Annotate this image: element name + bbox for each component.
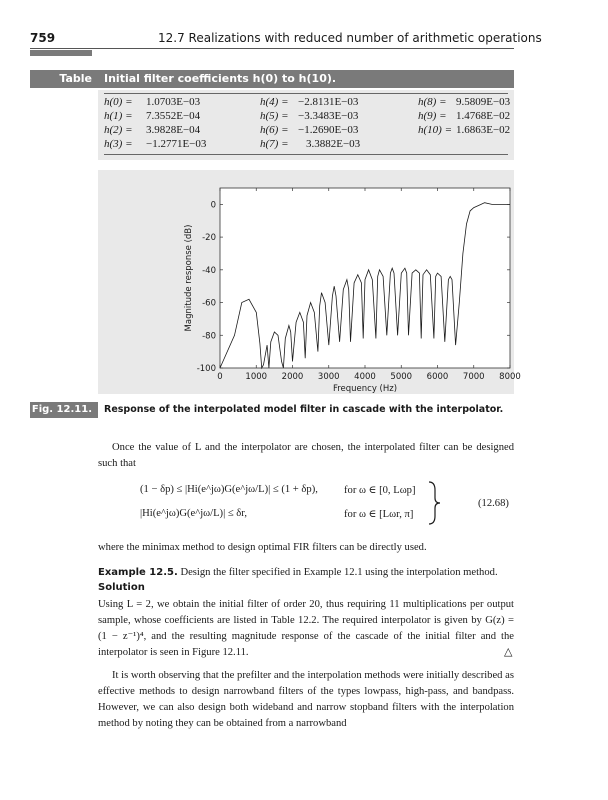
table-tag: Table 12.2. — [30, 70, 98, 88]
paragraph-intro: Once the value of L and the interpolator are chosen, the interpolated filter can be designed such that — [98, 442, 514, 469]
example-text: Design the filter specified in Example 12.1 using the interpolation method. — [180, 567, 498, 578]
table-label: h(4) = — [260, 96, 289, 108]
table-label: h(10) = — [418, 124, 452, 136]
equation-stopband-condition: for ω ∈ [Lωr, π] — [344, 509, 414, 520]
table-label: h(1) = — [104, 110, 133, 122]
equation-brace — [426, 480, 442, 526]
coefficient-table — [98, 90, 514, 160]
x-tick-label: 7000 — [462, 372, 485, 382]
paragraph-minimax: where the minimax method to design optimal FIR filters can be directly used. — [98, 542, 427, 553]
table-label: h(9) = — [418, 110, 447, 122]
table-value: −2.8131E−03 — [298, 96, 359, 108]
equation-passband: (1 − δp) ≤ |Hi(e^jω)G(e^jω/L)| ≤ (1 + δp), — [140, 484, 318, 495]
table-label: h(8) = — [418, 96, 447, 108]
example-block — [98, 565, 514, 581]
table-value: 1.0703E−03 — [146, 96, 201, 108]
header-rule — [30, 48, 514, 49]
x-tick-label: 3000 — [317, 372, 340, 382]
table-value: −1.2690E−03 — [298, 124, 359, 136]
figure-panel — [98, 170, 521, 394]
table-value: 9.5809E−03 — [456, 96, 511, 108]
plot-area — [220, 188, 510, 368]
table-bottom-rule — [104, 154, 508, 155]
table-value: 3.9828E−04 — [146, 124, 201, 136]
table-label: h(3) = — [104, 138, 133, 150]
y-tick-label: 0 — [210, 200, 216, 211]
x-tick-label: 5000 — [390, 372, 413, 382]
table-value: −1.2771E−03 — [146, 138, 207, 150]
x-tick-label: 8000 — [499, 372, 521, 382]
y-tick-label: -40 — [202, 265, 216, 276]
table-title: Initial filter coefficients h(0) to h(10). — [98, 70, 514, 88]
table-label: h(7) = — [260, 138, 289, 150]
table-value: 7.3552E−04 — [146, 110, 201, 122]
paragraph-wideband: It is worth observing that the prefilter and the interpolation methods were initially described as effective methods to design narrowband filters of the types lowpass, high-pass, and bandpass. However, we can also design both wideband and narrow stopband filters with the interpolation method by noting they can be obtained from a narrowband — [98, 670, 514, 729]
equation-number: (12.68) — [478, 498, 509, 509]
y-tick-label: -80 — [202, 331, 216, 342]
example-heading: Example 12.5. — [98, 567, 178, 578]
table-value: 1.4768E−02 — [456, 110, 511, 122]
y-tick-label: -20 — [202, 233, 216, 244]
y-tick-label: -100 — [196, 364, 216, 374]
solution-heading: Solution — [98, 582, 145, 593]
x-tick-label: 1000 — [245, 372, 268, 382]
table-value: 1.6863E−02 — [456, 124, 511, 136]
y-tick-label: -60 — [202, 298, 216, 309]
response-chart — [98, 170, 521, 394]
table-label: h(6) = — [260, 124, 289, 136]
table-top-rule — [104, 93, 508, 94]
x-tick-label: 6000 — [426, 372, 449, 382]
x-tick-label: 0 — [217, 372, 223, 382]
solution-text: Using L = 2, we obtain the initial filter of order 20, thus requiring 11 multiplications per output sample, whose coefficients are listed in Table 12.2. The required interpolator is given by G(z) = (1 − z⁻¹)⁴, and the resulting magnitude response of the cascade of the initial filter and the interpolator is seen in Figure 12.11. — [98, 599, 514, 658]
figure-caption: Response of the interpolated model filter in cascade with the interpolator. — [104, 404, 504, 415]
equation-passband-condition: for ω ∈ [0, Lωp] — [344, 485, 416, 496]
header-bar — [30, 50, 92, 56]
end-of-example-mark: △ — [504, 646, 513, 658]
equation-stopband: |Hi(e^jω)G(e^jω/L)| ≤ δr, — [140, 508, 248, 519]
y-axis-label: Magnitude response (dB) — [184, 224, 194, 332]
x-tick-label: 2000 — [281, 372, 304, 382]
table-label: h(0) = — [104, 96, 133, 108]
table-value: 3.3882E−03 — [306, 138, 361, 150]
table-label: h(5) = — [260, 110, 289, 122]
table-value: −3.3483E−03 — [298, 110, 359, 122]
figure-tag: Fig. 12.11. — [30, 402, 98, 418]
table-label: h(2) = — [104, 124, 133, 136]
x-axis-label: Frequency (Hz) — [332, 384, 398, 394]
x-tick-label: 4000 — [354, 372, 376, 382]
page-number: 759 — [30, 31, 56, 45]
running-head: 12.7 Realizations with reduced number of arithmetic operations — [158, 31, 542, 45]
